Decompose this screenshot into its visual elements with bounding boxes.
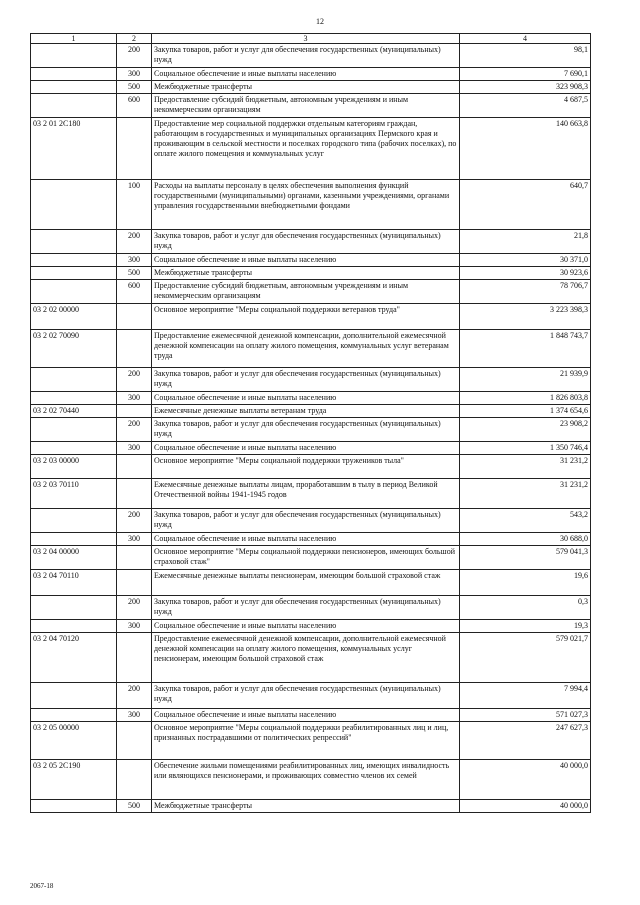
name-cell: Межбюджетные трансферты bbox=[152, 267, 460, 280]
amount-cell: 1 350 746,4 bbox=[460, 442, 591, 455]
code-cell: 03 2 01 2С180 bbox=[31, 118, 117, 180]
kvr-cell: 500 bbox=[117, 81, 152, 94]
amount-cell: 23 908,2 bbox=[460, 418, 591, 442]
amount-cell: 19,6 bbox=[460, 570, 591, 596]
kvr-cell bbox=[117, 722, 152, 760]
amount-cell: 579 041,3 bbox=[460, 546, 591, 570]
name-cell: Предоставление субсидий бюджетным, автономным учреждениям и иным некоммерческим организациям bbox=[152, 94, 460, 118]
name-cell: Основное мероприятие "Меры социальной поддержки ветеранов труда" bbox=[152, 304, 460, 330]
table-row bbox=[31, 81, 591, 94]
name-cell: Закупка товаров, работ и услуг для обеспечения государственных (муниципальных) нужд bbox=[152, 418, 460, 442]
code-cell: 03 2 05 00000 bbox=[31, 722, 117, 760]
name-cell: Обеспечение жильми помещениями реабилитированных лиц, имеющих инвалидность или являющихся пенсионерами, и проживающих совместно членов их семей bbox=[152, 760, 460, 800]
name-cell: Основное мероприятие "Меры социальной поддержки реабилитированных лиц и лиц, признанных пострадавшими от политических репрессий" bbox=[152, 722, 460, 760]
table-row bbox=[31, 68, 591, 81]
name-cell: Межбюджетные трансферты bbox=[152, 81, 460, 94]
kvr-cell bbox=[117, 546, 152, 570]
amount-cell: 98,1 bbox=[460, 44, 591, 68]
name-cell: Социальное обеспечение и иные выплаты населению bbox=[152, 620, 460, 633]
table-row bbox=[31, 533, 591, 546]
code-cell bbox=[31, 392, 117, 405]
table-row bbox=[31, 509, 591, 533]
code-cell bbox=[31, 267, 117, 280]
amount-cell: 21 939,9 bbox=[460, 368, 591, 392]
table-row bbox=[31, 118, 591, 180]
table-row bbox=[31, 546, 591, 570]
kvr-cell: 300 bbox=[117, 254, 152, 267]
name-cell: Социальное обеспечение и иные выплаты населению bbox=[152, 68, 460, 81]
code-cell bbox=[31, 709, 117, 722]
amount-cell: 543,2 bbox=[460, 509, 591, 533]
table-row bbox=[31, 330, 591, 368]
column-header: 3 bbox=[152, 34, 460, 44]
kvr-cell: 300 bbox=[117, 442, 152, 455]
code-cell: 03 2 05 2С190 bbox=[31, 760, 117, 800]
table-row bbox=[31, 368, 591, 392]
name-cell: Ежемесячные денежные выплаты пенсионерам, имеющим большой страховой стаж bbox=[152, 570, 460, 596]
kvr-cell: 100 bbox=[117, 180, 152, 230]
table-row bbox=[31, 683, 591, 709]
kvr-cell: 600 bbox=[117, 94, 152, 118]
table-row bbox=[31, 442, 591, 455]
code-cell: 03 2 04 00000 bbox=[31, 546, 117, 570]
table-row bbox=[31, 280, 591, 304]
kvr-cell: 200 bbox=[117, 683, 152, 709]
code-cell bbox=[31, 180, 117, 230]
budget-table bbox=[30, 33, 591, 813]
amount-cell: 30 923,6 bbox=[460, 267, 591, 280]
table-row bbox=[31, 230, 591, 254]
kvr-cell: 300 bbox=[117, 68, 152, 81]
table-row bbox=[31, 392, 591, 405]
code-cell bbox=[31, 94, 117, 118]
kvr-cell bbox=[117, 304, 152, 330]
amount-cell: 21,8 bbox=[460, 230, 591, 254]
table-row bbox=[31, 94, 591, 118]
amount-cell: 1 848 743,7 bbox=[460, 330, 591, 368]
code-cell bbox=[31, 280, 117, 304]
kvr-cell bbox=[117, 633, 152, 683]
amount-cell: 140 663,8 bbox=[460, 118, 591, 180]
code-cell: 03 2 04 70110 bbox=[31, 570, 117, 596]
amount-cell: 7 690,1 bbox=[460, 68, 591, 81]
name-cell: Закупка товаров, работ и услуг для обеспечения государственных (муниципальных) нужд bbox=[152, 596, 460, 620]
table-row bbox=[31, 633, 591, 683]
table-row bbox=[31, 418, 591, 442]
column-header: 4 bbox=[460, 34, 591, 44]
code-cell: 03 2 02 70440 bbox=[31, 405, 117, 418]
amount-cell: 78 706,7 bbox=[460, 280, 591, 304]
table-row bbox=[31, 479, 591, 509]
kvr-cell: 600 bbox=[117, 280, 152, 304]
kvr-cell bbox=[117, 455, 152, 479]
name-cell: Предоставление субсидий бюджетным, автономным учреждениям и иным некоммерческим организациям bbox=[152, 280, 460, 304]
amount-cell: 30 688,0 bbox=[460, 533, 591, 546]
kvr-cell bbox=[117, 760, 152, 800]
name-cell: Ежемесячные денежные выплаты ветеранам труда bbox=[152, 405, 460, 418]
kvr-cell: 200 bbox=[117, 368, 152, 392]
kvr-cell: 200 bbox=[117, 44, 152, 68]
code-cell bbox=[31, 44, 117, 68]
table-row bbox=[31, 722, 591, 760]
table-row bbox=[31, 596, 591, 620]
table-row bbox=[31, 455, 591, 479]
code-cell bbox=[31, 368, 117, 392]
code-cell bbox=[31, 620, 117, 633]
kvr-cell: 300 bbox=[117, 533, 152, 546]
amount-cell: 40 000,0 bbox=[460, 800, 591, 813]
amount-cell: 30 371,0 bbox=[460, 254, 591, 267]
name-cell: Закупка товаров, работ и услуг для обеспечения государственных (муниципальных) нужд bbox=[152, 509, 460, 533]
name-cell: Социальное обеспечение и иные выплаты населению bbox=[152, 392, 460, 405]
kvr-cell: 500 bbox=[117, 800, 152, 813]
table-row bbox=[31, 180, 591, 230]
name-cell: Предоставление ежемесячной денежной компенсации, дополнительной ежемесячной денежной компенсации на оплату жилого помещения, коммунальных услуг ветеранам труда bbox=[152, 330, 460, 368]
kvr-cell: 300 bbox=[117, 392, 152, 405]
amount-cell: 247 627,3 bbox=[460, 722, 591, 760]
code-cell bbox=[31, 683, 117, 709]
code-cell bbox=[31, 68, 117, 81]
name-cell: Ежемесячные денежные выплаты лицам, проработавшим в тылу в период Великой Отечественной войны 1941-1945 годов bbox=[152, 479, 460, 509]
code-cell bbox=[31, 230, 117, 254]
name-cell: Межбюджетные трансферты bbox=[152, 800, 460, 813]
amount-cell: 19,3 bbox=[460, 620, 591, 633]
column-header: 1 bbox=[31, 34, 117, 44]
header-row bbox=[31, 34, 591, 44]
code-cell: 03 2 03 70110 bbox=[31, 479, 117, 509]
amount-cell: 4 687,5 bbox=[460, 94, 591, 118]
amount-cell: 3 223 398,3 bbox=[460, 304, 591, 330]
code-cell bbox=[31, 81, 117, 94]
code-cell bbox=[31, 418, 117, 442]
code-cell: 03 2 04 70120 bbox=[31, 633, 117, 683]
footer-code: 2067-18 bbox=[30, 882, 54, 890]
name-cell: Закупка товаров, работ и услуг для обеспечения государственных (муниципальных) нужд bbox=[152, 44, 460, 68]
code-cell bbox=[31, 509, 117, 533]
name-cell: Закупка товаров, работ и услуг для обеспечения государственных (муниципальных) нужд bbox=[152, 230, 460, 254]
name-cell: Закупка товаров, работ и услуг для обеспечения государственных (муниципальных) нужд bbox=[152, 683, 460, 709]
table-row bbox=[31, 44, 591, 68]
amount-cell: 0,3 bbox=[460, 596, 591, 620]
amount-cell: 31 231,2 bbox=[460, 455, 591, 479]
page-number: 12 bbox=[316, 17, 324, 26]
code-cell: 03 2 02 70090 bbox=[31, 330, 117, 368]
kvr-cell: 200 bbox=[117, 596, 152, 620]
code-cell: 03 2 02 00000 bbox=[31, 304, 117, 330]
code-cell bbox=[31, 533, 117, 546]
code-cell bbox=[31, 254, 117, 267]
name-cell: Предоставление мер социальной поддержки отдельным категориям граждан, работающим в государственных и муниципальных организациях Пермского края и проживающим в сельской местности и поселках городского типа (рабочих поселках), по оплате жилого помещения и коммунальных услуг bbox=[152, 118, 460, 180]
kvr-cell: 200 bbox=[117, 509, 152, 533]
code-cell bbox=[31, 442, 117, 455]
table-row bbox=[31, 570, 591, 596]
name-cell: Социальное обеспечение и иные выплаты населению bbox=[152, 533, 460, 546]
amount-cell: 571 027,3 bbox=[460, 709, 591, 722]
kvr-cell bbox=[117, 479, 152, 509]
table-row bbox=[31, 760, 591, 800]
code-cell bbox=[31, 596, 117, 620]
kvr-cell: 300 bbox=[117, 709, 152, 722]
code-cell: 03 2 03 00000 bbox=[31, 455, 117, 479]
kvr-cell: 200 bbox=[117, 418, 152, 442]
table-row bbox=[31, 254, 591, 267]
name-cell: Расходы на выплаты персоналу в целях обеспечения выполнения функций государственными (муниципальными) органами, казенными учреждениями, органами управления государственными внебюджетными фондами bbox=[152, 180, 460, 230]
column-header: 2 bbox=[117, 34, 152, 44]
name-cell: Социальное обеспечение и иные выплаты населению bbox=[152, 254, 460, 267]
amount-cell: 640,7 bbox=[460, 180, 591, 230]
code-cell bbox=[31, 800, 117, 813]
amount-cell: 579 021,7 bbox=[460, 633, 591, 683]
kvr-cell: 300 bbox=[117, 620, 152, 633]
table-row bbox=[31, 800, 591, 813]
amount-cell: 40 000,0 bbox=[460, 760, 591, 800]
name-cell: Закупка товаров, работ и услуг для обеспечения государственных (муниципальных) нужд bbox=[152, 368, 460, 392]
table-row bbox=[31, 267, 591, 280]
table-row bbox=[31, 620, 591, 633]
name-cell: Социальное обеспечение и иные выплаты населению bbox=[152, 442, 460, 455]
kvr-cell bbox=[117, 330, 152, 368]
table-row bbox=[31, 405, 591, 418]
kvr-cell bbox=[117, 118, 152, 180]
kvr-cell bbox=[117, 570, 152, 596]
kvr-cell bbox=[117, 405, 152, 418]
amount-cell: 7 994,4 bbox=[460, 683, 591, 709]
name-cell: Социальное обеспечение и иные выплаты населению bbox=[152, 709, 460, 722]
table-row bbox=[31, 709, 591, 722]
name-cell: Основное мероприятие "Меры социальной поддержки пенсионеров, имеющих большой страховой стаж" bbox=[152, 546, 460, 570]
amount-cell: 31 231,2 bbox=[460, 479, 591, 509]
kvr-cell: 500 bbox=[117, 267, 152, 280]
amount-cell: 1 374 654,6 bbox=[460, 405, 591, 418]
kvr-cell: 200 bbox=[117, 230, 152, 254]
amount-cell: 323 908,3 bbox=[460, 81, 591, 94]
name-cell: Основное мероприятие "Меры социальной поддержки тружеников тыла" bbox=[152, 455, 460, 479]
table-row bbox=[31, 304, 591, 330]
name-cell: Предоставление ежемесячной денежной компенсации, дополнительной ежемесячной денежной компенсации на оплату жилого помещения, коммунальных услуг пенсионерам, имеющим большой страховой стаж bbox=[152, 633, 460, 683]
amount-cell: 1 826 803,8 bbox=[460, 392, 591, 405]
